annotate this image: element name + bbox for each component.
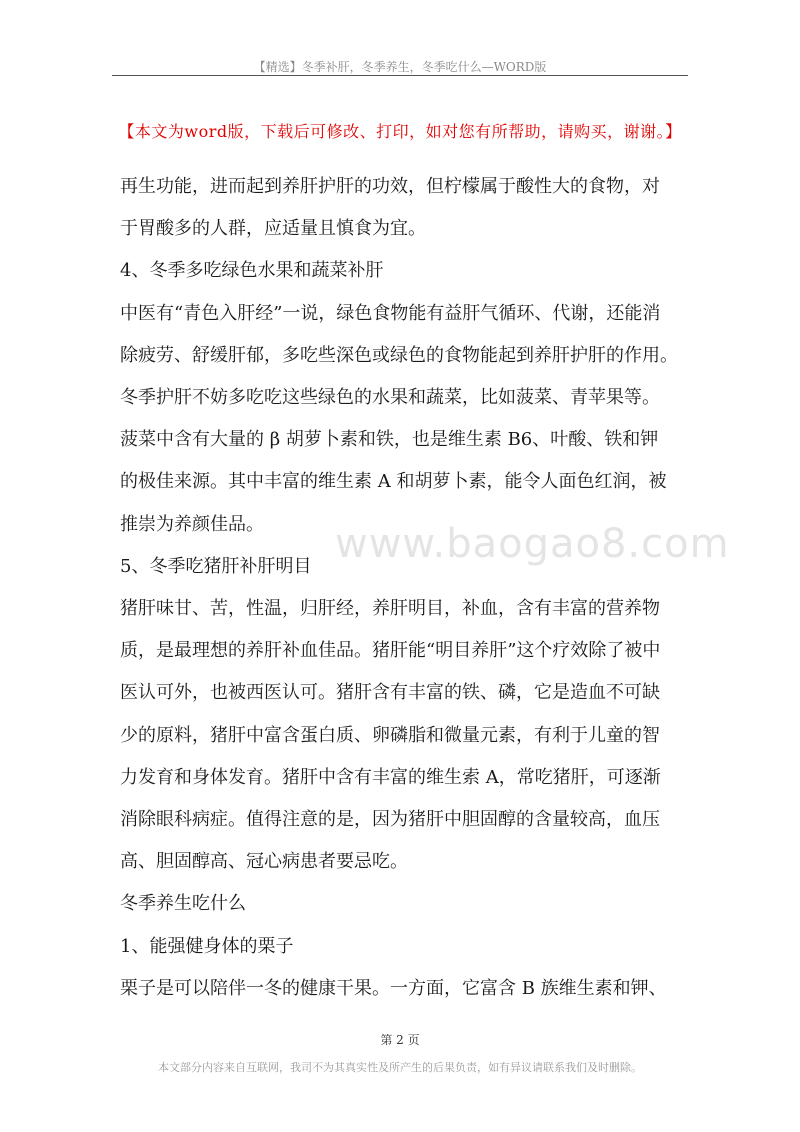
- watermark: www.baogao8.com: [335, 521, 730, 567]
- body-line: 除疲劳、舒缓肝郁，多吃些深色或绿色的食物能起到养肝护肝的作用。: [120, 344, 678, 366]
- body-line: 高、胆固醇高、冠心病患者要忌吃。: [120, 851, 408, 873]
- body-line: 消除眼科病症。值得注意的是，因为猪肝中胆固醇的含量较高，血压: [120, 809, 660, 831]
- section-heading: 4、冬季多吃绿色水果和蔬菜补肝: [120, 260, 384, 282]
- body-line: 的极佳来源。其中丰富的维生素 A 和胡萝卜素，能令人面色红润，被: [120, 471, 667, 493]
- body-line: 质，是最理想的养肝补血佳品。猪肝能“明目养肝”这个疗效除了被中: [120, 640, 661, 662]
- body-line: 力发育和身体发育。猪肝中含有丰富的维生索 A，常吃猪肝，可逐渐: [120, 766, 661, 788]
- body-line: 猪肝味甘、苦，性温，归肝经，养肝明目，补血，含有丰富的营养物: [120, 598, 660, 620]
- body-line: 再生功能，进而起到养肝护肝的功效，但柠檬属于酸性大的食物，对: [120, 176, 660, 197]
- body-line: 菠菜中含有大量的 β 胡萝卜素和铁，也是维生素 B6、叶酸、铁和钾: [120, 429, 659, 451]
- page-number: 第 2 页: [380, 1033, 420, 1047]
- purchase-notice: 【本文为word版，下载后可修改、打印，如对您有所帮助，请购买，谢谢。】: [118, 122, 682, 141]
- body-line: 栗子是可以陪伴一冬的健康干果。一方面，它富含 B 族维生素和钾、: [120, 977, 667, 999]
- article-body: [120, 166, 680, 1010]
- footer-disclaimer: 本文部分内容来自互联网，我司不为其真实性及所产生的后果负责，如有异议请联系我们及时删除。: [158, 1061, 642, 1074]
- body-line: 医认可外，也被西医认可。猪肝含有丰富的铁、磷，它是造血不可缺: [120, 682, 660, 704]
- body-line: 少的原料，猪肝中富含蛋白质、卵磷脂和微量元素，有利于儿童的智: [120, 724, 660, 746]
- section-heading: 1、能强健身体的栗子: [120, 935, 294, 957]
- body-line: 冬季护肝不妨多吃吃这些绿色的水果和蔬菜，比如菠菜、青苹果等。: [120, 387, 660, 409]
- section-heading: 5、冬季吃猪肝补肝明目: [120, 555, 312, 577]
- page-header: 【精选】冬季补肝，冬季养生，冬季吃什么—WORD版: [253, 60, 547, 74]
- header-divider: [112, 75, 688, 76]
- body-line: 中医有“青色入肝经”一说，绿色食物能有益肝气循环、代谢，还能消: [120, 302, 661, 324]
- body-line: 于胃酸多的人群，应适量且慎食为宜。: [120, 218, 426, 240]
- section-heading: 冬季养生吃什么: [120, 893, 246, 915]
- body-line: 推崇为养颜佳品。: [120, 513, 264, 535]
